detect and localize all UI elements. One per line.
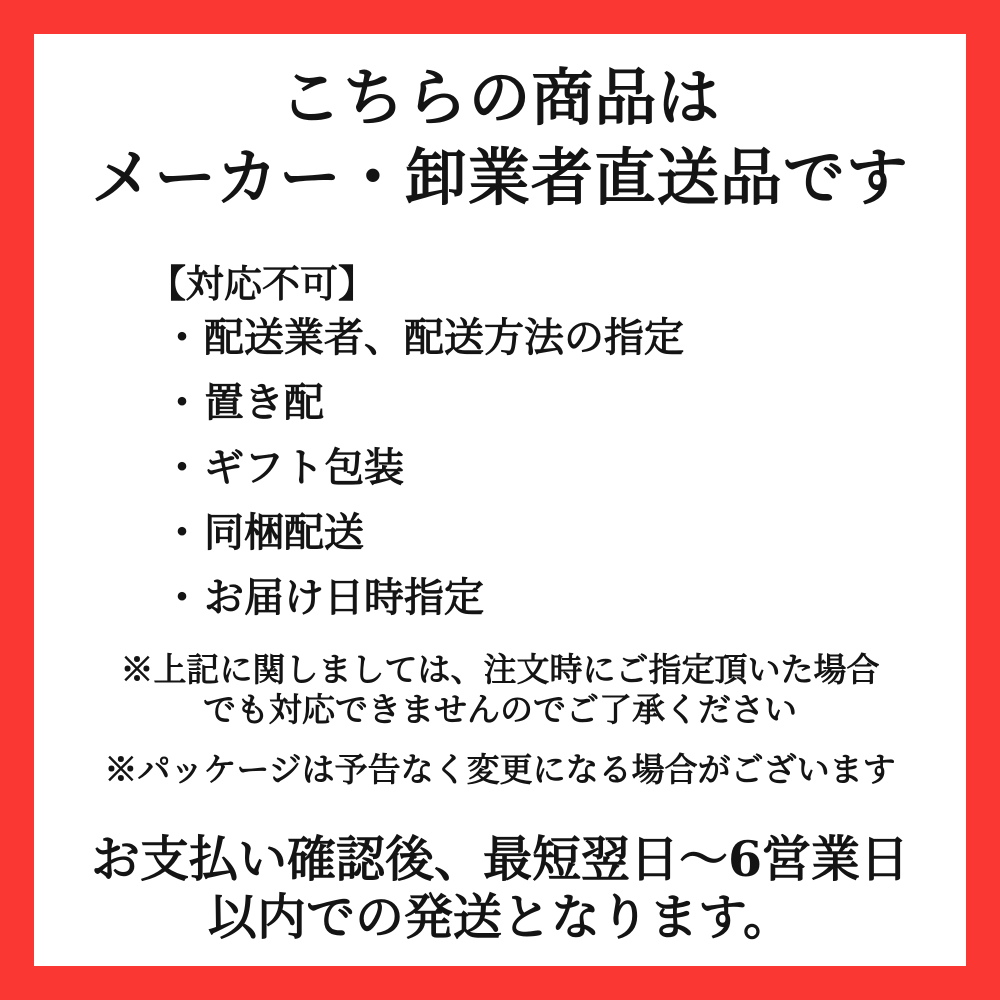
list-item-label: 同梱配送 <box>204 509 364 556</box>
bullet-icon: ・ <box>162 314 202 361</box>
shipping-lead-time <box>34 830 966 946</box>
list-item-label: 置き配 <box>204 379 324 426</box>
restrictions-heading: 【対応不可】 <box>148 261 377 306</box>
notes-section <box>34 650 966 790</box>
list-item-carrier <box>162 314 936 361</box>
list-item-delivery-date-time <box>162 574 936 621</box>
bullet-icon: ・ <box>162 379 202 426</box>
list-item-doorstep-delivery <box>162 379 936 426</box>
page-title <box>34 58 966 218</box>
bullet-icon: ・ <box>162 509 202 556</box>
list-item-combined-shipping <box>162 509 936 556</box>
note-package-change: ※パッケージは予告なく変更になる場合がございます <box>104 750 896 789</box>
list-item-label: 配送業者、配送方法の指定 <box>204 314 684 361</box>
title-line-2: メーカー・卸業者直送品です <box>91 141 909 214</box>
list-item-label: お届け日時指定 <box>204 574 484 621</box>
bullet-icon: ・ <box>162 574 202 621</box>
restrictions-section <box>148 261 936 621</box>
shipping-line-2: 以内での発送となります。 <box>207 888 793 946</box>
list-item-gift-wrap <box>162 444 936 491</box>
note-1-line-2: でも対応できませんのでご了承ください <box>203 690 797 729</box>
list-item-label: ギフト包装 <box>204 444 404 491</box>
restrictions-list <box>148 314 936 621</box>
bullet-icon: ・ <box>162 444 202 491</box>
note-order-specification <box>34 650 966 730</box>
note-1-line-1: ※上記に関しましては、注文時にご指定頂いた場合 <box>120 650 880 689</box>
shipping-line-1: お支払い確認後、最短翌日〜6営業日 <box>90 830 910 888</box>
title-line-1: こちらの商品は <box>279 61 721 134</box>
